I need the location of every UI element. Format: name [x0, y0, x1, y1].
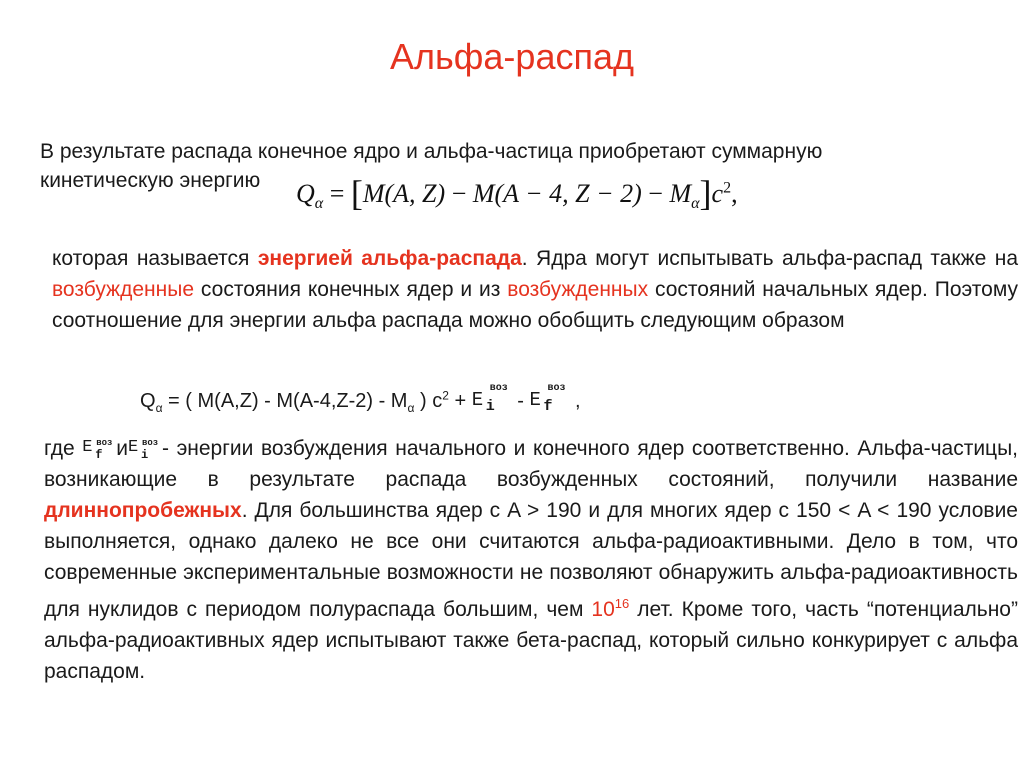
para3-half-life-value — [591, 598, 629, 621]
half-life-exponent: 16 — [614, 596, 630, 611]
slide-title: Альфа-распад — [390, 36, 634, 77]
paragraph-long-range-alpha — [44, 432, 1018, 687]
alpha-decay-energy-formula — [296, 172, 738, 214]
f2-body: = ( M(A,Z) - M(A-4,Z-2) - M — [162, 390, 408, 412]
para3-and: и — [116, 437, 128, 460]
f2-minus: - — [517, 390, 530, 412]
para3-gde: где — [44, 437, 83, 460]
para3-text-2: . Для большинства ядер с A > 190 и для многих ядер с 150 < A < 190 условие выполняется, однако далеко не все они считаются альфа-радиоактивными. Дело в том, что современные экспериментальные возможности не позволяют обнаружить альфа-радиоактивность для нуклидов с периодом полураспада большим, чем — [44, 499, 1018, 621]
formula-tail: , — [731, 179, 738, 208]
e-sub-i: i — [485, 398, 495, 415]
excitation-energy-initial-inline — [127, 432, 162, 462]
f2-plus: + — [448, 390, 472, 412]
excitation-energy-final-inline — [82, 432, 116, 462]
f2-close: ) c — [414, 390, 443, 412]
formula-term1: M(A, Z) — [362, 179, 446, 208]
para3-term-long-range: длиннопробежных — [44, 499, 242, 522]
f2-q-sub: α — [155, 401, 163, 415]
formula-term2: M(A − 4, Z − 2) — [472, 179, 642, 208]
e-sub-f: f — [543, 398, 553, 415]
para2-text-1: которая называется — [52, 247, 258, 270]
f2-m-sub: α — [407, 401, 415, 415]
half-life-base: 10 — [591, 598, 615, 621]
e-sup-voz: воз — [96, 438, 113, 448]
formula-term3: M — [669, 179, 692, 208]
e-sup-voz: воз — [489, 383, 508, 394]
f2-c-sup: 2 — [442, 388, 449, 403]
formula-bracket-open: [ — [350, 173, 363, 213]
e-sup-voz: воз — [547, 383, 566, 394]
formula-eq: = — [323, 179, 351, 208]
e-sub-f: f — [95, 448, 103, 462]
formula-q-sub: α — [314, 195, 324, 213]
paragraph-excited-states — [52, 243, 1018, 336]
formula-q: Q — [296, 179, 315, 208]
e-sub-i: i — [140, 448, 149, 462]
formula-c-sup: 2 — [723, 179, 732, 197]
formula-c: c — [711, 179, 724, 208]
e-symbol: E — [529, 389, 541, 411]
para2-term-excited-2: возбужденных — [507, 278, 649, 301]
excitation-energy-final — [529, 383, 569, 417]
para3-text-1: - энергии возбуждения начального и конечного ядер соответственно. Альфа-частицы, возникающие в результате распада возбужденных состояний, получили название — [44, 437, 1019, 491]
formula-bracket-close: ] — [699, 173, 712, 213]
f2-q: Q — [140, 390, 156, 412]
para3-text-3: лет. Кроме того, часть “потенциально” альфа-радиоактивных ядер испытывают также бета-распад, который сильно конкурирует с альфа распадом. — [44, 598, 1018, 683]
para2-term-alpha-energy: энергией альфа-распада — [257, 247, 522, 270]
generalized-energy-formula — [140, 383, 581, 417]
formula-term3-sub: α — [691, 195, 700, 213]
formula-minus-2: − — [641, 179, 670, 208]
para2-text-4: состояний начальных ядер. Поэтому соотношение для энергии альфа распада можно обобщить следующим образом — [52, 278, 1018, 332]
e-symbol: E — [471, 389, 484, 411]
e-symbol: E — [82, 438, 93, 457]
f2-comma: , — [575, 390, 581, 412]
para2-text-2: . Ядра могут испытывать альфа-распад также на — [521, 247, 1019, 270]
intro-line-2: кинетическую энергию — [40, 169, 261, 192]
e-sup-voz: воз — [141, 438, 159, 448]
para2-text-3: состояния конечных ядер и из — [194, 278, 508, 301]
intro-line-1: В результате распада конечное ядро и альфа-частица приобретают суммарную — [40, 140, 823, 163]
formula-minus-1: − — [445, 179, 473, 208]
para2-term-excited-1: возбужденные — [52, 278, 195, 301]
e-symbol: E — [127, 438, 139, 457]
excitation-energy-initial — [472, 383, 512, 417]
